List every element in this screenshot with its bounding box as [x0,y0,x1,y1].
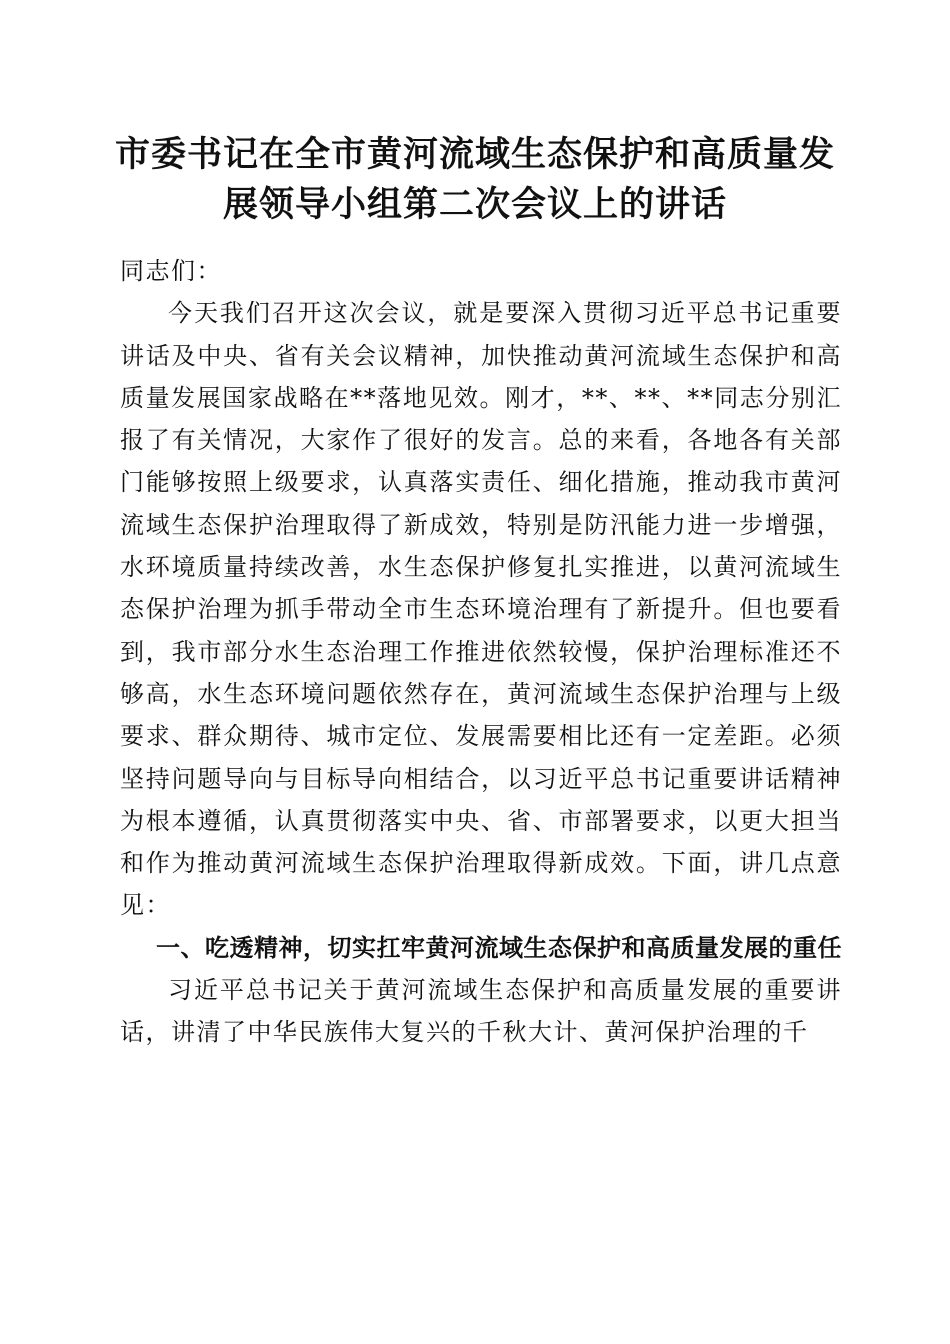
document-title-line-2: 展领导小组第二次会议上的讲话 [222,184,727,225]
document-title-line-1: 市委书记在全市黄河流域生态保护和高质量发 [114,134,835,175]
paragraph-section-1: 习近平总书记关于黄河流域生态保护和高质量发展的重要讲话，讲清了中华民族伟大复兴的千秋大计、黄河保护治理的千 [120,976,842,1047]
document-body [120,250,842,1054]
salutation: 同志们： [120,257,222,285]
document-title [90,130,860,230]
paragraph-intro: 今天我们召开这次会议，就是要深入贯彻习近平总书记重要讲话及中央、省有关会议精神，加快推动黄河流域生态保护和高质量发展国家战略在**落地见效。刚才，**、**、**同志分别汇报了有关情况，大家作了很好的发言。总的来看，各地各有关部门能够按照上级要求，认真落实责任、细化措施，推动我市黄河流域生态保护治理取得了新成效，特别是防汛能力进一步增强，水环境质量持续改善，水生态保护修复扎实推进，以黄河流域生态保护治理为抓手带动全市生态环境治理有了新提升。但也要看到，我市部分水生态治理工作推进依然较慢，保护治理标准还不够高，水生态环境问题依然存在，黄河流域生态保护治理与上级要求、群众期待、城市定位、发展需要相比还有一定差距。必须坚持问题导向与目标导向相结合，以习近平总书记重要讲话精神为根本遵循，认真贯彻落实中央、省、市部署要求，以更大担当和作为推动黄河流域生态保护治理取得新成效。下面，讲几点意见： [120,299,842,920]
section-heading-1: 一、吃透精神，切实扛牢黄河流域生态保护和高质量发展的重任 [156,933,842,962]
